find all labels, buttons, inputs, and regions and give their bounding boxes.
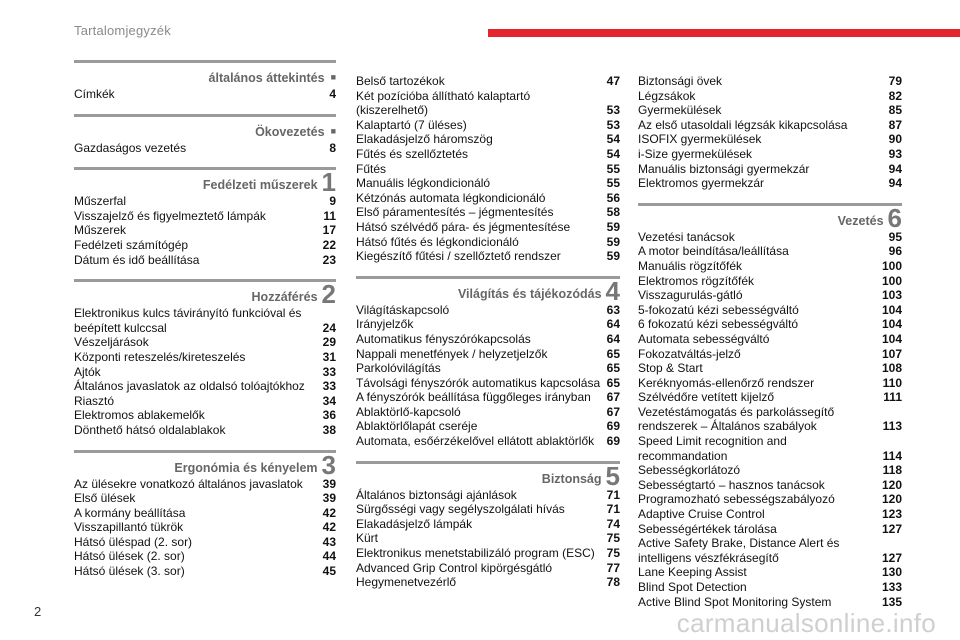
toc-entry[interactable]	[638, 103, 902, 118]
toc-entry-label: Elakadásjelző háromszög	[356, 132, 493, 147]
toc-entry[interactable]	[74, 365, 336, 380]
toc-entry-page: 47	[606, 74, 620, 88]
toc-entry-label: Ablaktörlő-kapcsoló	[356, 404, 461, 419]
toc-entry[interactable]	[356, 249, 620, 264]
toc-entry[interactable]	[74, 549, 336, 564]
toc-entry-page: 113	[882, 419, 902, 434]
toc-entry[interactable]	[74, 141, 336, 156]
toc-entry-label: Automata sebességváltó	[638, 331, 770, 346]
toc-entry-label: Visszapillantó tükrök	[74, 520, 184, 535]
toc-entry-page: 67	[606, 390, 620, 405]
toc-entry-label: Nappali menetfények / helyzetjelzők	[356, 346, 548, 361]
toc-entry-label: Belső tartozékok	[356, 74, 445, 88]
toc-entry-page: 130	[881, 565, 902, 580]
toc-entry[interactable]	[356, 235, 620, 250]
toc-column-2	[356, 60, 620, 602]
toc-entry-label: Stop & Start	[638, 361, 703, 376]
toc-entry[interactable]	[74, 350, 336, 365]
toc-entry[interactable]	[356, 434, 620, 449]
toc-entry[interactable]	[356, 502, 620, 517]
section-title: Fedélzeti műszerek	[202, 178, 318, 193]
toc-entry[interactable]	[638, 434, 902, 463]
toc-entry-page: 53	[606, 103, 620, 118]
toc-entry[interactable]	[638, 463, 902, 478]
toc-section	[356, 461, 620, 590]
toc-entry-label: Szélvédőre vetített kijelző	[638, 390, 775, 405]
toc-entry[interactable]	[638, 274, 902, 289]
toc-entry-page: 120	[881, 492, 902, 507]
toc-entry-page: 67	[606, 404, 620, 419]
toc-section	[638, 74, 902, 191]
toc-entry[interactable]	[74, 253, 336, 268]
toc-entry-label: Vezetési tanácsok	[638, 229, 735, 244]
toc-entry-label: Fűtés	[356, 161, 387, 176]
toc-entry-page: 94	[888, 176, 902, 191]
section-number: 5	[605, 460, 620, 491]
toc-entry-page: 4	[329, 87, 336, 101]
toc-entry-label: Keréknyomás-ellenőrző rendszer	[638, 375, 815, 390]
toc-entry-page: 34	[322, 393, 336, 408]
toc-entry[interactable]	[638, 595, 902, 610]
toc-entry[interactable]	[356, 147, 620, 162]
toc-entry[interactable]	[356, 561, 620, 576]
toc-entry[interactable]	[638, 162, 902, 177]
toc-entry-label: Elektromos rögzítőfék	[638, 273, 755, 288]
toc-entry[interactable]	[74, 379, 336, 394]
toc-entry[interactable]	[638, 176, 902, 191]
section-heading	[638, 202, 902, 233]
toc-entry-page: 71	[606, 487, 620, 502]
toc-entry-label: Adaptive Cruise Control	[638, 507, 765, 522]
toc-entry-page: 44	[322, 549, 336, 564]
header-accent-bar	[488, 29, 960, 37]
toc-entry-label: A kormány beállítása	[74, 505, 186, 520]
toc-entry[interactable]	[356, 118, 620, 133]
toc-entry-page: 110	[882, 375, 902, 390]
toc-entry-label: Automata, esőérzékelővel ellátott ablaktörlők	[356, 434, 595, 449]
toc-entry-label: A fényszórók beállítása függőleges irányban	[356, 390, 591, 405]
toc-entry-page: 104	[881, 331, 902, 346]
section-number: 6	[887, 202, 902, 233]
toc-entry[interactable]	[638, 244, 902, 259]
toc-entry-page: 93	[888, 146, 902, 161]
toc-entry-page: 94	[888, 161, 902, 176]
toc-entry-page: 59	[606, 249, 620, 264]
section-marker-icon: ■	[330, 125, 336, 136]
toc-entry[interactable]	[356, 376, 620, 391]
toc-entry-page: 59	[606, 234, 620, 249]
toc-entry-page: 56	[606, 190, 620, 205]
toc-entry-page: 100	[881, 273, 902, 288]
toc-entry-label: Sürgősségi vagy segélyszolgálati hívás	[356, 502, 565, 517]
toc-entry[interactable]	[638, 259, 902, 274]
toc-entry-page: 59	[606, 219, 620, 234]
toc-entry[interactable]	[638, 361, 902, 376]
toc-entry-page: 111	[883, 390, 902, 405]
toc-entry[interactable]	[356, 332, 620, 347]
toc-entry-label: Kürt	[356, 531, 379, 546]
toc-entry[interactable]	[74, 408, 336, 423]
toc-entry[interactable]	[638, 89, 902, 104]
section-number: 3	[321, 449, 336, 480]
toc-entry-label: Központi reteszelés/kireteszelés	[74, 349, 246, 364]
toc-entry-label: Active Safety Brake, Distance Alert és intelligens vészfékrásegítő	[638, 536, 840, 565]
toc-entry-label: Fedélzeti számítógép	[74, 237, 189, 252]
toc-entry-page: 100	[881, 258, 902, 273]
toc-entry-label: Gazdaságos vezetés	[74, 140, 187, 155]
toc-entry-label: Hegymenetvezérlő	[356, 575, 457, 590]
toc-entry[interactable]	[74, 535, 336, 550]
toc-entry-page: 38	[322, 422, 336, 437]
toc-entry-page: 104	[881, 317, 902, 332]
toc-entry-page: 65	[606, 346, 620, 361]
toc-entry[interactable]	[356, 419, 620, 434]
toc-entry[interactable]	[74, 335, 336, 350]
toc-entry-label: 5-fokozatú kézi sebességváltó	[638, 302, 799, 317]
toc-entry-label: Speed Limit recognition and recommandation	[638, 434, 787, 463]
page-number: 2	[34, 604, 42, 619]
toc-entry[interactable]	[356, 303, 620, 318]
toc-entry[interactable]	[74, 306, 336, 335]
toc-entry-page: 8	[329, 140, 336, 155]
section-title: Világítás és tájékozódás	[457, 286, 602, 301]
toc-entry[interactable]	[74, 223, 336, 238]
toc-entry-page: 104	[881, 302, 902, 317]
toc-entry-label: Az első utasoldali légzsák kikapcsolása	[638, 117, 848, 132]
toc-entry-page: 127	[881, 521, 902, 536]
section-heading	[74, 279, 336, 310]
toc-entry[interactable]	[356, 390, 620, 405]
toc-entry-label: Manuális légkondicionáló	[356, 176, 491, 191]
toc-entry-page: 23	[322, 252, 336, 267]
toc-section	[74, 114, 336, 156]
toc-entry-label: Active Blind Spot Monitoring System	[638, 594, 832, 609]
toc-entry-label: Műszerek	[74, 223, 127, 238]
toc-entry[interactable]	[74, 394, 336, 409]
toc-entry-page: 17	[322, 223, 336, 238]
toc-entry[interactable]	[638, 536, 902, 565]
toc-entry[interactable]	[638, 288, 902, 303]
toc-entry[interactable]	[638, 405, 902, 434]
toc-entry[interactable]	[356, 347, 620, 362]
toc-entry-label: Kétzónás automata légkondicionáló	[356, 190, 546, 205]
toc-entry-page: 118	[882, 463, 902, 478]
toc-entry-label: Világításkapcsoló	[356, 302, 450, 317]
toc-entry[interactable]	[638, 390, 902, 405]
toc-entry-page: 55	[606, 161, 620, 176]
section-title: Hozzáférés	[251, 290, 318, 305]
section-title: Ökovezetés	[255, 124, 325, 139]
toc-entry-label: Hátsó fűtés és légkondicionáló	[356, 234, 519, 249]
section-heading	[74, 449, 336, 480]
toc-entry-label: Sebességtartó – hasznos tanácsok	[638, 477, 825, 492]
toc-entry[interactable]	[74, 491, 336, 506]
toc-entry-page: 133	[881, 580, 902, 594]
toc-entry-label: Ablaktörlőlapát cseréje	[356, 419, 478, 434]
toc-entry-label: 6 fokozatú kézi sebességváltó	[638, 317, 799, 332]
toc-entry-label: Advanced Grip Control kipörgésgátló	[356, 560, 553, 575]
toc-entry-page: 75	[606, 546, 620, 561]
toc-entry-page: 45	[322, 564, 336, 579]
toc-entry[interactable]	[638, 332, 902, 347]
toc-entry[interactable]	[638, 565, 902, 580]
toc-entry-label: Parkolóvilágítás	[356, 361, 441, 376]
toc-entry-label: Vészeljárások	[74, 335, 149, 350]
toc-section	[74, 167, 336, 267]
toc-entry-label: Fokozatváltás-jelző	[638, 346, 741, 361]
toc-entry-page: 58	[606, 205, 620, 220]
toc-entry-label: Visszajelző és figyelmeztető lámpák	[74, 208, 266, 223]
toc-entry-page: 55	[606, 176, 620, 191]
toc-entry-page: 42	[322, 520, 336, 535]
toc-entry-page: 79	[888, 74, 902, 88]
toc-entry-label: Automatikus fényszórókapcsolás	[356, 331, 531, 346]
toc-section	[74, 450, 336, 579]
toc-entry[interactable]	[356, 132, 620, 147]
toc-entry-page: 69	[606, 434, 620, 449]
watermark: carmanualsonline.info	[676, 608, 936, 638]
toc-entry[interactable]	[638, 492, 902, 507]
toc-section	[638, 203, 902, 609]
toc-entry-page: 53	[606, 117, 620, 132]
section-heading	[356, 460, 620, 491]
toc-entry-page: 11	[323, 208, 336, 223]
toc-entry-label: Riasztó	[74, 393, 115, 408]
toc-entry[interactable]	[356, 89, 620, 118]
toc-entry-label: Gyermekülések	[638, 103, 722, 118]
toc-entry-label: Hátsó szélvédő pára- és jégmentesítése	[356, 219, 571, 234]
toc-entry[interactable]	[638, 347, 902, 362]
toc-entry-page: 82	[888, 88, 902, 103]
toc-entry-label: Első páramentesítés – jégmentesítés	[356, 205, 554, 220]
toc-entry[interactable]	[74, 87, 336, 102]
toc-entry-label: Általános javaslatok az oldalsó tolóajtókhoz	[74, 379, 305, 394]
toc-entry[interactable]	[356, 517, 620, 532]
toc-entry-label: Ajtók	[74, 364, 101, 379]
toc-entry[interactable]	[356, 531, 620, 546]
toc-entry-label: ISOFIX gyermekülések	[638, 132, 762, 147]
section-number: 1	[321, 167, 336, 198]
toc-entry-page: 9	[329, 194, 336, 209]
toc-entry-label: Lane Keeping Assist	[638, 565, 747, 580]
toc-entry-page: 85	[888, 103, 902, 118]
toc-entry-label: Dönthető hátsó oldalablakok	[74, 422, 226, 437]
toc-entry-page: 95	[888, 229, 902, 244]
toc-entry-page: 103	[881, 288, 902, 303]
toc-entry[interactable]	[638, 522, 902, 537]
toc-entry-page: 39	[322, 491, 336, 506]
toc-entry-page: 64	[606, 331, 620, 346]
toc-entry-page: 71	[606, 502, 620, 517]
toc-entry-label: Dátum és idő beállítása	[74, 252, 200, 267]
toc-section	[74, 60, 336, 102]
toc-entry-page: 22	[322, 237, 336, 252]
toc-entry-page: 42	[322, 505, 336, 520]
toc-entry-page: 114	[882, 448, 902, 463]
toc-entry-label: Címkék	[74, 87, 115, 101]
toc-entry-page: 36	[322, 408, 336, 423]
toc-entry-page: 120	[881, 477, 902, 492]
toc-entry-label: Légzsákok	[638, 88, 696, 103]
toc-entry[interactable]	[74, 506, 336, 521]
toc-entry-page: 64	[606, 317, 620, 332]
toc-entry-label: Vezetéstámogatás és parkolássegítő rendszerek – Általános szabályok	[638, 404, 835, 434]
toc-entry-page: 65	[606, 361, 620, 376]
toc-entry-label: Fűtés és szellőztetés	[356, 146, 469, 161]
section-title: Vezetés	[837, 213, 884, 228]
toc-entry[interactable]	[356, 488, 620, 503]
section-heading	[74, 167, 336, 198]
section-title: Ergonómia és kényelem	[174, 460, 318, 475]
toc-entry-page: 96	[888, 244, 902, 259]
toc-entry[interactable]	[638, 74, 902, 89]
page-header-title: Tartalomjegyzék	[74, 23, 171, 38]
toc-entry-page: 90	[888, 132, 902, 147]
toc-entry-label: Az ülésekre vonatkozó általános javaslatok	[74, 476, 303, 491]
toc-entry-page: 54	[606, 146, 620, 161]
toc-entry-page: 108	[881, 361, 902, 376]
toc-entry[interactable]	[74, 520, 336, 535]
toc-entry-label: Irányjelzők	[356, 317, 414, 332]
toc-entry-page: 39	[322, 476, 336, 491]
toc-entry[interactable]	[74, 564, 336, 579]
toc-entry-page: 127	[881, 550, 902, 565]
toc-entry[interactable]	[356, 205, 620, 220]
toc-entry-label: Blind Spot Detection	[638, 580, 747, 594]
toc-entry-page: 33	[322, 379, 336, 394]
section-heading	[356, 275, 620, 306]
toc-entry-label: Hátsó üléspad (2. sor)	[74, 534, 193, 549]
toc-entry-label: Két pozícióba állítható kalaptartó (kiszerelhető)	[356, 88, 531, 118]
toc-entry[interactable]	[74, 423, 336, 438]
toc-entry-page: 54	[606, 132, 620, 147]
toc-entry-label: Általános biztonsági ajánlások	[356, 487, 517, 502]
toc-entry-page: 135	[881, 594, 902, 609]
toc-entry[interactable]	[638, 303, 902, 318]
toc-column-3	[638, 60, 902, 621]
toc-entry[interactable]	[356, 546, 620, 561]
toc-entry[interactable]	[638, 230, 902, 245]
toc-entry[interactable]	[638, 132, 902, 147]
toc-entry-label: Elektronikus menetstabilizáló program (ESC)	[356, 546, 595, 561]
toc-entry-page: 78	[606, 575, 620, 590]
toc-entry-page: 29	[322, 335, 336, 350]
toc-entry[interactable]	[638, 147, 902, 162]
toc-column-1	[74, 60, 336, 591]
toc-entry-label: Távolsági fényszórók automatikus kapcsolása	[356, 375, 601, 390]
section-title: Biztonság	[541, 471, 602, 486]
toc-entry-label: Kalaptartó (7 üléses)	[356, 117, 467, 132]
toc-entry[interactable]	[356, 162, 620, 177]
section-number: 2	[321, 279, 336, 310]
toc-entry-page: 123	[881, 507, 902, 522]
toc-entry-label: Hátsó ülések (2. sor)	[74, 549, 185, 564]
toc-entry[interactable]	[356, 176, 620, 191]
toc-entry-label: i-Size gyermekülések	[638, 146, 753, 161]
toc-entry[interactable]	[74, 209, 336, 224]
toc-entry-label: A motor beindítása/leállítása	[638, 244, 789, 259]
toc-entry-label: Elakadásjelző lámpák	[356, 516, 473, 531]
toc-entry[interactable]	[638, 580, 902, 595]
toc-entry-page: 107	[881, 346, 902, 361]
toc-entry[interactable]	[638, 507, 902, 522]
toc-entry-page: 69	[606, 419, 620, 434]
toc-entry[interactable]	[356, 405, 620, 420]
toc-entry[interactable]	[638, 317, 902, 332]
toc-entry-label: Biztonsági övek	[638, 74, 723, 88]
toc-entry-page: 74	[606, 516, 620, 531]
toc-entry-page: 43	[322, 534, 336, 549]
section-heading	[74, 60, 336, 87]
toc-entry[interactable]	[74, 477, 336, 492]
toc-entry-page: 31	[322, 349, 336, 364]
toc-entry-page: 77	[606, 560, 620, 575]
toc-entry-page: 75	[606, 531, 620, 546]
toc-entry-label: Műszerfal	[74, 194, 127, 209]
toc-entry-page: 63	[606, 302, 620, 317]
toc-entry-page: 65	[606, 375, 620, 390]
section-marker-icon: ■	[330, 72, 336, 82]
toc-entry[interactable]	[356, 191, 620, 206]
section-number: 4	[605, 275, 620, 306]
toc-entry[interactable]	[74, 238, 336, 253]
toc-entry-label: Manuális biztonsági gyermekzár	[638, 161, 810, 176]
section-title: általános áttekintés	[208, 71, 325, 85]
toc-entry-label: Első ülések	[74, 491, 136, 506]
toc-entry[interactable]	[356, 361, 620, 376]
toc-entry[interactable]	[638, 376, 902, 391]
toc-entry[interactable]	[356, 575, 620, 590]
toc-entry[interactable]	[356, 74, 620, 89]
section-heading	[74, 114, 336, 141]
toc-entry-label: Elektromos gyermekzár	[638, 176, 765, 191]
toc-entry-label: Elektronikus kulcs távirányító funkcióval és beépített kulccsal	[74, 306, 302, 335]
toc-entry-label: Elektromos ablakemelők	[74, 408, 205, 423]
toc-entry[interactable]	[356, 220, 620, 235]
toc-entry-page: 24	[322, 320, 336, 335]
toc-section	[74, 279, 336, 437]
toc-entry-label: Visszagurulás-gátló	[638, 288, 743, 303]
toc-entry-label: Hátsó ülések (3. sor)	[74, 564, 185, 579]
toc-entry[interactable]	[638, 478, 902, 493]
toc-section	[356, 74, 620, 264]
toc-entry-label: Programozható sebességszabályozó	[638, 492, 835, 507]
toc-entry[interactable]	[74, 194, 336, 209]
toc-entry-label: Sebességkorlátozó	[638, 463, 741, 478]
toc-entry-label: Manuális rögzítőfék	[638, 258, 743, 273]
toc-entry[interactable]	[356, 317, 620, 332]
toc-section	[356, 276, 620, 449]
toc-entry-label: Sebességértékek tárolása	[638, 521, 777, 536]
toc-entry-label: Kiegészítő fűtési / szellőztető rendszer	[356, 249, 561, 264]
toc-entry-page: 87	[888, 117, 902, 132]
toc-entry-page: 33	[322, 364, 336, 379]
toc-entry[interactable]	[638, 118, 902, 133]
